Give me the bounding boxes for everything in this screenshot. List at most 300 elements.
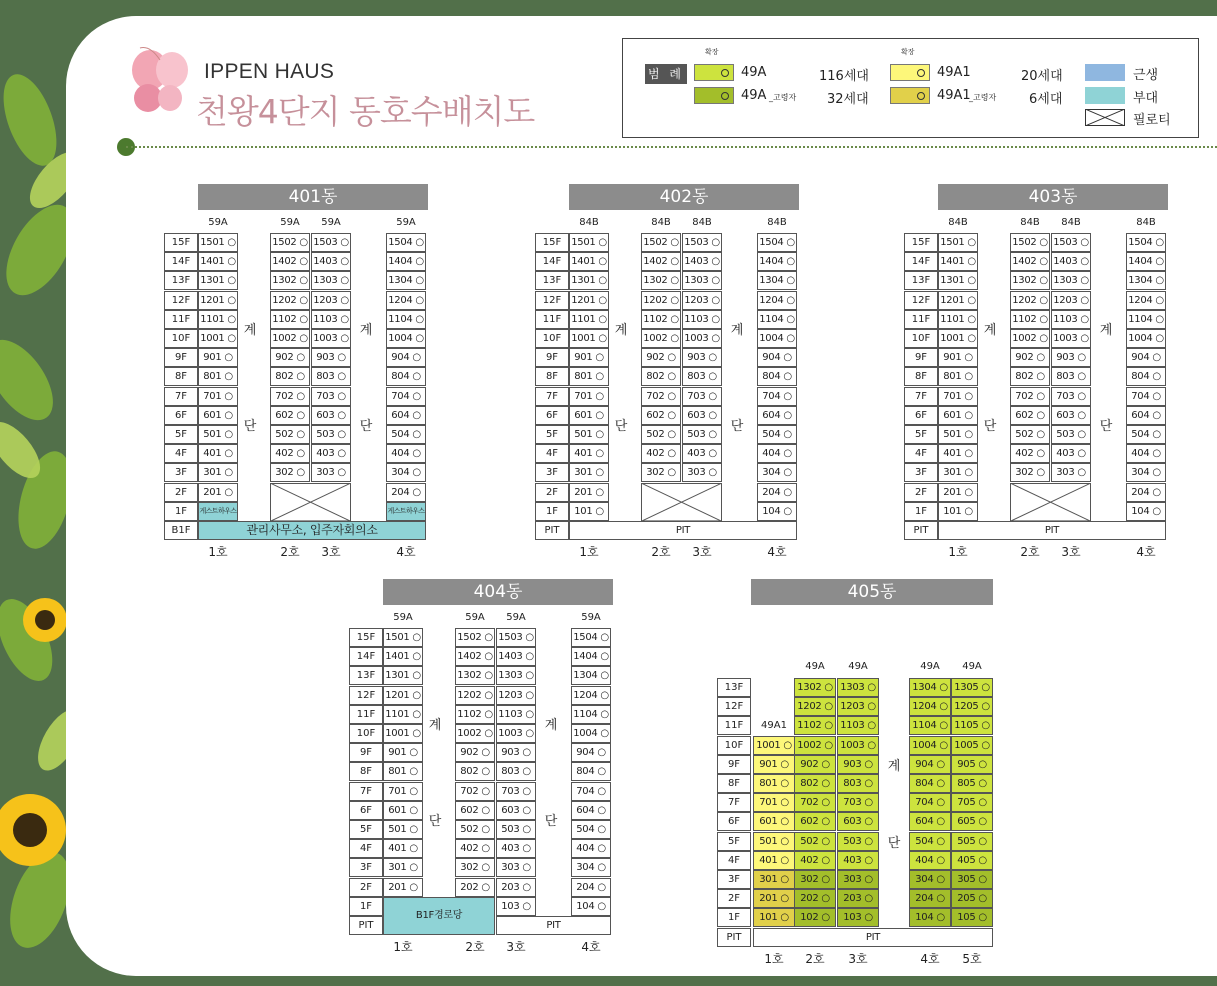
- floor-label: 12F: [349, 686, 383, 705]
- unit-cell: 704 ○: [757, 387, 797, 406]
- unit-cell: 304 ○: [909, 870, 951, 889]
- unit-cell: 902 ○: [270, 348, 310, 367]
- unit-cell: 302 ○: [1010, 463, 1050, 482]
- unit-cell: 502 ○: [1010, 425, 1050, 444]
- unit-cell: 702 ○: [1010, 387, 1050, 406]
- floor-label: 4F: [349, 839, 383, 858]
- unit-cell: 301 ○: [198, 463, 238, 482]
- floor-label: 13F: [535, 271, 569, 290]
- unit-cell: 802 ○: [455, 762, 495, 781]
- unit-cell: 801 ○: [938, 367, 978, 386]
- unit-type-label: 49A: [848, 661, 868, 672]
- unit-cell: 803 ○: [496, 762, 536, 781]
- unit-cell: 503 ○: [496, 820, 536, 839]
- unit-cell: 1001 ○: [753, 736, 795, 755]
- unit-cell: 503 ○: [682, 425, 722, 444]
- unit-cell: 703 ○: [682, 387, 722, 406]
- unit-column-label: 4호: [396, 545, 416, 560]
- unit-cell: 1003 ○: [311, 329, 351, 348]
- unit-cell: 903 ○: [682, 348, 722, 367]
- floor-label: 4F: [164, 444, 198, 463]
- floor-label: PIT: [535, 521, 569, 540]
- unit-type-label: 49A1: [761, 720, 787, 732]
- stair-label: 계: [428, 718, 442, 734]
- unit-cell: 903 ○: [1051, 348, 1091, 367]
- unit-cell: 1104 ○: [909, 716, 951, 735]
- floor-label: 11F: [904, 310, 938, 329]
- unit-type-label: 84B: [767, 217, 787, 228]
- unit-type-label: 59A: [581, 612, 601, 623]
- unit-cell: 1303 ○: [1051, 271, 1091, 290]
- unit-cell: 1402 ○: [270, 252, 310, 271]
- floor-label: 14F: [349, 647, 383, 666]
- unit-cell: 1303 ○: [311, 271, 351, 290]
- unit-cell: 201 ○: [569, 483, 609, 502]
- unit-cell: 202 ○: [794, 889, 836, 908]
- floor-label: 3F: [904, 463, 938, 482]
- floor-label: 8F: [349, 762, 383, 781]
- unit-cell: 801 ○: [569, 367, 609, 386]
- pit-cell: PIT: [938, 521, 1166, 540]
- unit-cell: 1003 ○: [1051, 329, 1091, 348]
- unit-cell: 203 ○: [837, 889, 879, 908]
- unit-cell: 602 ○: [1010, 406, 1050, 425]
- unit-type-label: 84B: [1136, 217, 1156, 228]
- expand-label: 확장: [901, 48, 915, 56]
- unit-cell: 1401 ○: [198, 252, 238, 271]
- unit-cell: 905 ○: [951, 755, 993, 774]
- legend-count: 32세대: [827, 92, 869, 107]
- stair-label: 계: [243, 323, 257, 339]
- unit-cell: 1104 ○: [571, 705, 611, 724]
- floor-label: 1F: [717, 908, 751, 927]
- unit-cell: 903 ○: [837, 755, 879, 774]
- unit-cell: 402 ○: [794, 851, 836, 870]
- unit-cell: 401 ○: [938, 444, 978, 463]
- unit-cell: 802 ○: [641, 367, 681, 386]
- legend-badge: 범 례: [645, 64, 687, 84]
- unit-cell: 1001 ○: [198, 329, 238, 348]
- unit-cell: 1301 ○: [383, 666, 423, 685]
- legend-label: 근생: [1133, 68, 1159, 83]
- unit-cell: 102 ○: [794, 908, 836, 927]
- legend-count: 6세대: [1029, 92, 1063, 107]
- unit-cell: 105 ○: [951, 908, 993, 927]
- unit-column-label: 2호: [651, 545, 671, 560]
- butterfly-logo-icon: [120, 40, 200, 120]
- pit-cell: PIT: [569, 521, 797, 540]
- unit-type-label: 84B: [579, 217, 599, 228]
- floor-label: 14F: [535, 252, 569, 271]
- dotted-divider: [126, 146, 1217, 148]
- unit-cell: 103 ○: [496, 897, 536, 916]
- building-title: 405동: [751, 579, 993, 605]
- floor-label: 5F: [717, 832, 751, 851]
- floor-label: 4F: [904, 444, 938, 463]
- unit-cell: 502 ○: [794, 832, 836, 851]
- unit-cell: 1503 ○: [311, 233, 351, 252]
- unit-cell: 1503 ○: [682, 233, 722, 252]
- unit-cell: 1002 ○: [455, 724, 495, 743]
- guest-house-cell: 게스트하우스: [198, 502, 238, 521]
- floor-label: 5F: [535, 425, 569, 444]
- unit-cell: 1303 ○: [837, 678, 879, 697]
- unit-cell: 204 ○: [571, 878, 611, 897]
- unit-cell: 204 ○: [909, 889, 951, 908]
- unit-cell: 602 ○: [455, 801, 495, 820]
- floor-label: 9F: [349, 743, 383, 762]
- unit-type-label: 49A: [962, 661, 982, 672]
- floor-label: 2F: [717, 889, 751, 908]
- unit-cell: 1104 ○: [386, 310, 426, 329]
- unit-cell: 1202 ○: [794, 697, 836, 716]
- unit-cell: 1204 ○: [1126, 291, 1166, 310]
- unit-cell: 201 ○: [383, 878, 423, 897]
- unit-cell: 1204 ○: [909, 697, 951, 716]
- unit-cell: 801 ○: [198, 367, 238, 386]
- unit-cell: 204 ○: [386, 483, 426, 502]
- floor-label: 11F: [717, 716, 751, 735]
- unit-column-label: 5호: [962, 951, 982, 966]
- floor-label: 1F: [349, 897, 383, 916]
- unit-cell: 803 ○: [311, 367, 351, 386]
- legend-type: 49A1: [937, 65, 971, 80]
- unit-cell: 401 ○: [569, 444, 609, 463]
- floor-label: 15F: [904, 233, 938, 252]
- unit-cell: 1303 ○: [682, 271, 722, 290]
- unit-cell: 602 ○: [794, 812, 836, 831]
- unit-cell: 1001 ○: [569, 329, 609, 348]
- unit-cell: 704 ○: [909, 793, 951, 812]
- unit-cell: 1501 ○: [198, 233, 238, 252]
- floor-label: PIT: [904, 521, 938, 540]
- floor-label: 8F: [717, 774, 751, 793]
- unit-cell: 504 ○: [909, 832, 951, 851]
- unit-cell: 403 ○: [837, 851, 879, 870]
- unit-cell: 302 ○: [455, 858, 495, 877]
- unit-cell: 201 ○: [198, 483, 238, 502]
- floor-label: 7F: [535, 387, 569, 406]
- unit-cell: 504 ○: [386, 425, 426, 444]
- unit-cell: 1205 ○: [951, 697, 993, 716]
- floor-label: 9F: [535, 348, 569, 367]
- unit-cell: 303 ○: [496, 858, 536, 877]
- unit-column-label: 1호: [579, 545, 599, 560]
- unit-cell: 603 ○: [496, 801, 536, 820]
- unit-cell: 503 ○: [1051, 425, 1091, 444]
- unit-cell: 804 ○: [386, 367, 426, 386]
- unit-cell: 1403 ○: [1051, 252, 1091, 271]
- floor-label: 2F: [535, 483, 569, 502]
- floor-label: 6F: [717, 812, 751, 831]
- floor-label: 2F: [349, 878, 383, 897]
- unit-cell: 1501 ○: [569, 233, 609, 252]
- unit-cell: 1401 ○: [569, 252, 609, 271]
- legend-swatch-49a: [694, 64, 734, 81]
- unit-cell: 1403 ○: [311, 252, 351, 271]
- unit-cell: 304 ○: [1126, 463, 1166, 482]
- unit-cell: 1103 ○: [837, 716, 879, 735]
- unit-cell: 1402 ○: [641, 252, 681, 271]
- legend-label: 필로티: [1133, 113, 1171, 128]
- unit-cell: 504 ○: [1126, 425, 1166, 444]
- floor-label: 14F: [164, 252, 198, 271]
- unit-cell: 1504 ○: [386, 233, 426, 252]
- unit-cell: 701 ○: [753, 793, 795, 812]
- floor-label: 7F: [904, 387, 938, 406]
- unit-cell: 502 ○: [270, 425, 310, 444]
- floor-label: 9F: [904, 348, 938, 367]
- unit-cell: 301 ○: [383, 858, 423, 877]
- unit-cell: 604 ○: [757, 406, 797, 425]
- unit-cell: 404 ○: [757, 444, 797, 463]
- unit-cell: 1102 ○: [794, 716, 836, 735]
- unit-cell: 1004 ○: [757, 329, 797, 348]
- unit-cell: 703 ○: [837, 793, 879, 812]
- unit-cell: 501 ○: [938, 425, 978, 444]
- unit-cell: 1302 ○: [455, 666, 495, 685]
- unit-cell: 703 ○: [496, 782, 536, 801]
- unit-cell: 201 ○: [938, 483, 978, 502]
- unit-cell: 303 ○: [311, 463, 351, 482]
- unit-cell: 501 ○: [569, 425, 609, 444]
- floor-label: 8F: [164, 367, 198, 386]
- floor-label: 6F: [164, 406, 198, 425]
- unit-cell: 1401 ○: [383, 647, 423, 666]
- unit-type-label: 84B: [1061, 217, 1081, 228]
- unit-cell: 902 ○: [455, 743, 495, 762]
- unit-cell: 601 ○: [198, 406, 238, 425]
- unit-cell: 704 ○: [1126, 387, 1166, 406]
- unit-cell: 1302 ○: [270, 271, 310, 290]
- unit-cell: 403 ○: [1051, 444, 1091, 463]
- unit-cell: 1002 ○: [1010, 329, 1050, 348]
- unit-cell: 1304 ○: [909, 678, 951, 697]
- floor-label: 5F: [904, 425, 938, 444]
- floor-label: 11F: [535, 310, 569, 329]
- unit-cell: 704 ○: [571, 782, 611, 801]
- unit-cell: 404 ○: [1126, 444, 1166, 463]
- unit-cell: 902 ○: [641, 348, 681, 367]
- unit-column-label: 1호: [764, 951, 784, 966]
- unit-cell: 1204 ○: [386, 291, 426, 310]
- floor-label: 15F: [349, 628, 383, 647]
- unit-cell: 1203 ○: [682, 291, 722, 310]
- floor-label: 1F: [904, 502, 938, 521]
- unit-cell: 401 ○: [198, 444, 238, 463]
- unit-cell: 1304 ○: [571, 666, 611, 685]
- unit-cell: 702 ○: [270, 387, 310, 406]
- stair-label: 계: [983, 323, 997, 339]
- unit-cell: 302 ○: [270, 463, 310, 482]
- unit-cell: 701 ○: [938, 387, 978, 406]
- floor-label: 15F: [164, 233, 198, 252]
- stair-label: 계: [730, 323, 744, 339]
- unit-cell: 1502 ○: [641, 233, 681, 252]
- floor-label: 6F: [349, 801, 383, 820]
- unit-cell: 603 ○: [311, 406, 351, 425]
- floor-label: B1F: [164, 521, 198, 540]
- unit-cell: 301 ○: [938, 463, 978, 482]
- unit-type-label: 59A: [506, 612, 526, 623]
- floor-label: 1F: [535, 502, 569, 521]
- unit-cell: 304 ○: [571, 858, 611, 877]
- unit-cell: 601 ○: [753, 812, 795, 831]
- unit-cell: 1002 ○: [794, 736, 836, 755]
- unit-cell: 602 ○: [641, 406, 681, 425]
- unit-cell: 702 ○: [455, 782, 495, 801]
- piloti-icon: [270, 483, 351, 521]
- unit-cell: 702 ○: [641, 387, 681, 406]
- unit-cell: 1203 ○: [311, 291, 351, 310]
- stair-label: 계: [614, 323, 628, 339]
- unit-column-label: 4호: [920, 951, 940, 966]
- unit-cell: 402 ○: [1010, 444, 1050, 463]
- unit-column-label: 2호: [465, 940, 485, 955]
- floor-label: 10F: [349, 724, 383, 743]
- unit-cell: 1202 ○: [1010, 291, 1050, 310]
- unit-cell: 1101 ○: [383, 705, 423, 724]
- unit-cell: 1302 ○: [794, 678, 836, 697]
- unit-type-label: 84B: [692, 217, 712, 228]
- unit-type-label: 59A: [396, 217, 416, 228]
- unit-type-label: 59A: [393, 612, 413, 623]
- unit-cell: 703 ○: [1051, 387, 1091, 406]
- unit-column-label: 3호: [321, 545, 341, 560]
- unit-cell: 1502 ○: [1010, 233, 1050, 252]
- unit-cell: 1304 ○: [1126, 271, 1166, 290]
- unit-cell: 503 ○: [311, 425, 351, 444]
- legend-suffix: _고령자: [969, 93, 997, 102]
- floor-label: 9F: [717, 755, 751, 774]
- unit-cell: 402 ○: [270, 444, 310, 463]
- unit-cell: 1002 ○: [641, 329, 681, 348]
- stair-label: 단: [544, 814, 558, 830]
- unit-cell: 803 ○: [682, 367, 722, 386]
- unit-cell: 1504 ○: [571, 628, 611, 647]
- unit-cell: 1501 ○: [383, 628, 423, 647]
- unit-column-label: 1호: [948, 545, 968, 560]
- legend-swatch-49a1-elder: [890, 87, 930, 104]
- pit-cell: PIT: [753, 928, 993, 947]
- unit-cell: 1001 ○: [938, 329, 978, 348]
- unit-cell: 104 ○: [571, 897, 611, 916]
- building-title: 401동: [198, 184, 428, 210]
- floor-label: 2F: [164, 483, 198, 502]
- unit-type-label: 84B: [651, 217, 671, 228]
- unit-cell: 1003 ○: [682, 329, 722, 348]
- floor-label: 13F: [717, 678, 751, 697]
- floor-label: 8F: [535, 367, 569, 386]
- floor-label: 13F: [349, 666, 383, 685]
- unit-cell: 1105 ○: [951, 716, 993, 735]
- unit-cell: 1103 ○: [496, 705, 536, 724]
- unit-cell: 1503 ○: [1051, 233, 1091, 252]
- unit-cell: 902 ○: [794, 755, 836, 774]
- floor-label: 15F: [535, 233, 569, 252]
- stair-label: 단: [887, 835, 901, 851]
- unit-cell: 1402 ○: [455, 647, 495, 666]
- floor-label: 9F: [164, 348, 198, 367]
- unit-cell: 801 ○: [383, 762, 423, 781]
- unit-cell: 602 ○: [270, 406, 310, 425]
- stair-label: 계: [544, 718, 558, 734]
- stair-label: 계: [887, 758, 901, 774]
- unit-cell: 604 ○: [909, 812, 951, 831]
- floor-label: 10F: [717, 736, 751, 755]
- unit-cell: 404 ○: [386, 444, 426, 463]
- floor-label: 10F: [164, 329, 198, 348]
- unit-cell: 504 ○: [571, 820, 611, 839]
- unit-column-label: 1호: [208, 545, 228, 560]
- floor-label: 10F: [535, 329, 569, 348]
- unit-cell: 1201 ○: [569, 291, 609, 310]
- floor-label: 7F: [717, 793, 751, 812]
- unit-cell: 1502 ○: [455, 628, 495, 647]
- floor-label: 4F: [717, 851, 751, 870]
- unit-cell: 301 ○: [753, 870, 795, 889]
- unit-cell: 802 ○: [270, 367, 310, 386]
- stair-label: 단: [730, 419, 744, 435]
- unit-type-label: 49A: [920, 661, 940, 672]
- floor-label: 10F: [904, 329, 938, 348]
- unit-cell: 1203 ○: [496, 686, 536, 705]
- unit-cell: 1102 ○: [455, 705, 495, 724]
- unit-cell: 404 ○: [909, 851, 951, 870]
- unit-cell: 903 ○: [311, 348, 351, 367]
- unit-cell: 603 ○: [837, 812, 879, 831]
- unit-cell: 701 ○: [569, 387, 609, 406]
- unit-cell: 403 ○: [496, 839, 536, 858]
- unit-cell: 805 ○: [951, 774, 993, 793]
- unit-cell: 302 ○: [641, 463, 681, 482]
- unit-cell: 802 ○: [1010, 367, 1050, 386]
- unit-cell: 101 ○: [753, 908, 795, 927]
- unit-cell: 1302 ○: [1010, 271, 1050, 290]
- unit-cell: 901 ○: [383, 743, 423, 762]
- unit-cell: 901 ○: [198, 348, 238, 367]
- legend-swatch-amenity: [1085, 87, 1125, 104]
- unit-cell: 904 ○: [909, 755, 951, 774]
- legend-type: 49A: [741, 88, 767, 103]
- unit-cell: 401 ○: [753, 851, 795, 870]
- unit-cell: 1501 ○: [938, 233, 978, 252]
- floor-label: 3F: [535, 463, 569, 482]
- floor-label: 12F: [717, 697, 751, 716]
- floor-label: 6F: [904, 406, 938, 425]
- unit-cell: 1201 ○: [383, 686, 423, 705]
- unit-cell: 1104 ○: [1126, 310, 1166, 329]
- unit-cell: 904 ○: [571, 743, 611, 762]
- unit-cell: 1203 ○: [837, 697, 879, 716]
- unit-cell: 804 ○: [909, 774, 951, 793]
- unit-type-label: 84B: [1020, 217, 1040, 228]
- expand-label: 확장: [705, 48, 719, 56]
- unit-type-label: 59A: [208, 217, 228, 228]
- unit-cell: 902 ○: [1010, 348, 1050, 367]
- unit-cell: 1101 ○: [569, 310, 609, 329]
- unit-cell: 904 ○: [757, 348, 797, 367]
- unit-cell: 702 ○: [794, 793, 836, 812]
- page-title: 천왕4단지 동호수배치도: [196, 92, 535, 131]
- unit-cell: 301 ○: [569, 463, 609, 482]
- unit-cell: 1004 ○: [909, 736, 951, 755]
- guest-house-cell: 게스트하우스: [386, 502, 426, 521]
- floor-label: 5F: [164, 425, 198, 444]
- unit-cell: 1303 ○: [496, 666, 536, 685]
- unit-cell: 401 ○: [383, 839, 423, 858]
- unit-cell: 204 ○: [757, 483, 797, 502]
